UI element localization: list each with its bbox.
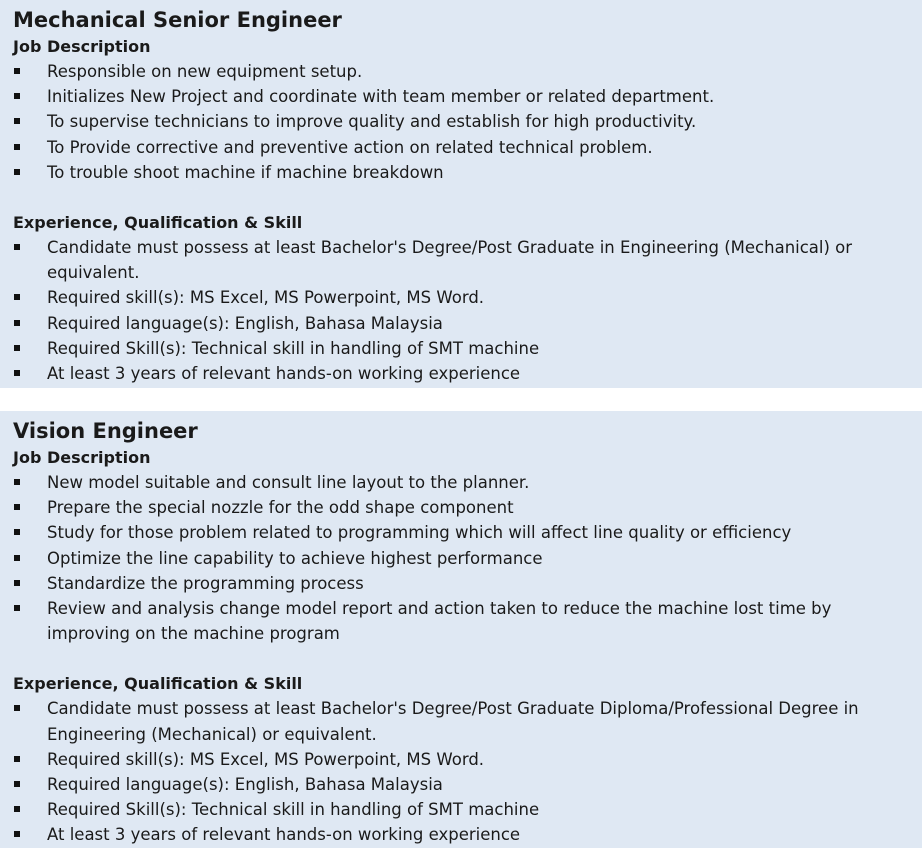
list-item (13, 470, 914, 495)
square-bullet-icon (14, 580, 20, 586)
list-item-text: To Provide corrective and preventive action on related technical problem. (47, 137, 653, 157)
job-description-list (13, 59, 914, 185)
job-card-mechanical-senior-engineer (0, 0, 922, 388)
square-bullet-icon (14, 68, 20, 74)
list-item (13, 546, 914, 571)
list-item (13, 84, 914, 109)
experience-list (13, 235, 914, 386)
job-description-heading: Job Description (13, 448, 151, 467)
list-item (13, 747, 914, 772)
list-item (13, 696, 914, 746)
square-bullet-icon (14, 504, 20, 510)
square-bullet-icon (14, 705, 20, 711)
list-item-text: New model suitable and consult line layout to the planner. (47, 473, 530, 492)
job-card-vision-engineer (0, 411, 922, 848)
square-bullet-icon (14, 529, 20, 535)
list-item (13, 797, 914, 822)
square-bullet-icon (14, 169, 20, 175)
list-item (13, 285, 914, 310)
list-item (13, 772, 914, 797)
square-bullet-icon (14, 93, 20, 99)
list-item-text: Required skill(s): MS Excel, MS Powerpoint, MS Word. (47, 749, 485, 769)
square-bullet-icon (14, 831, 20, 837)
list-item-text: To trouble shoot machine if machine breakdown (47, 162, 444, 182)
list-item (13, 520, 914, 545)
experience-heading: Experience, Qualification & Skill (13, 213, 303, 233)
list-item (13, 235, 914, 285)
list-item-text: Required language(s): English, Bahasa Malaysia (47, 313, 443, 333)
list-item-text: Required Skill(s): Technical skill in handling of SMT machine (47, 800, 540, 820)
list-item (13, 135, 914, 160)
list-item-text: Study for those problem related to programming which will affect line quality or efficiency (47, 523, 792, 543)
experience-list (13, 696, 914, 847)
list-item-text: Review and analysis change model report and action taken to reduce the machine lost time by improving on the machine program (47, 599, 832, 644)
list-item-text: Optimize the line capability to achieve highest performance (47, 548, 543, 568)
square-bullet-icon (14, 806, 20, 812)
list-item-text: Required Skill(s): Technical skill in handling of SMT machine (47, 338, 540, 358)
square-bullet-icon (14, 370, 20, 376)
square-bullet-icon (14, 479, 20, 485)
list-item (13, 822, 914, 847)
list-item (13, 160, 914, 185)
list-item (13, 571, 914, 596)
square-bullet-icon (14, 294, 20, 300)
list-item-text: At least 3 years of relevant hands-on working experience (47, 364, 521, 384)
square-bullet-icon (14, 555, 20, 561)
list-item (13, 336, 914, 361)
list-item (13, 361, 914, 386)
job-description-list (13, 470, 914, 646)
square-bullet-icon (14, 118, 20, 124)
list-item-text: Candidate must possess at least Bachelor's Degree/Post Graduate Diploma/Professional Degree in Engineering (Mechanical) or equivalent. (47, 699, 859, 744)
list-item-text: Initializes New Project and coordinate with team member or related department. (47, 87, 715, 107)
list-item-text: Candidate must possess at least Bachelor's Degree/Post Graduate in Engineering (Mechanical) or equivalent. (47, 238, 853, 283)
square-bullet-icon (14, 345, 20, 351)
list-item-text: Required skill(s): MS Excel, MS Powerpoint, MS Word. (47, 288, 485, 308)
square-bullet-icon (14, 144, 20, 150)
list-item-text: To supervise technicians to improve quality and establish for high productivity. (47, 112, 697, 132)
square-bullet-icon (14, 244, 20, 250)
list-item-text: Required language(s): English, Bahasa Malaysia (47, 775, 443, 795)
list-item-text: At least 3 years of relevant hands-on working experience (47, 825, 521, 845)
list-item-text: Standardize the programming process (47, 573, 364, 593)
square-bullet-icon (14, 781, 20, 787)
list-item (13, 109, 914, 134)
experience-heading: Experience, Qualification & Skill (13, 674, 303, 694)
job-title: Vision Engineer (13, 419, 198, 443)
job-description-heading: Job Description (13, 37, 151, 56)
list-item (13, 495, 914, 520)
list-item-text: Responsible on new equipment setup. (47, 62, 363, 81)
square-bullet-icon (14, 756, 20, 762)
list-item (13, 59, 914, 84)
list-item (13, 596, 914, 646)
list-item (13, 311, 914, 336)
square-bullet-icon (14, 605, 20, 611)
job-title: Mechanical Senior Engineer (13, 8, 342, 32)
square-bullet-icon (14, 320, 20, 326)
list-item-text: Prepare the special nozzle for the odd shape component (47, 498, 514, 518)
